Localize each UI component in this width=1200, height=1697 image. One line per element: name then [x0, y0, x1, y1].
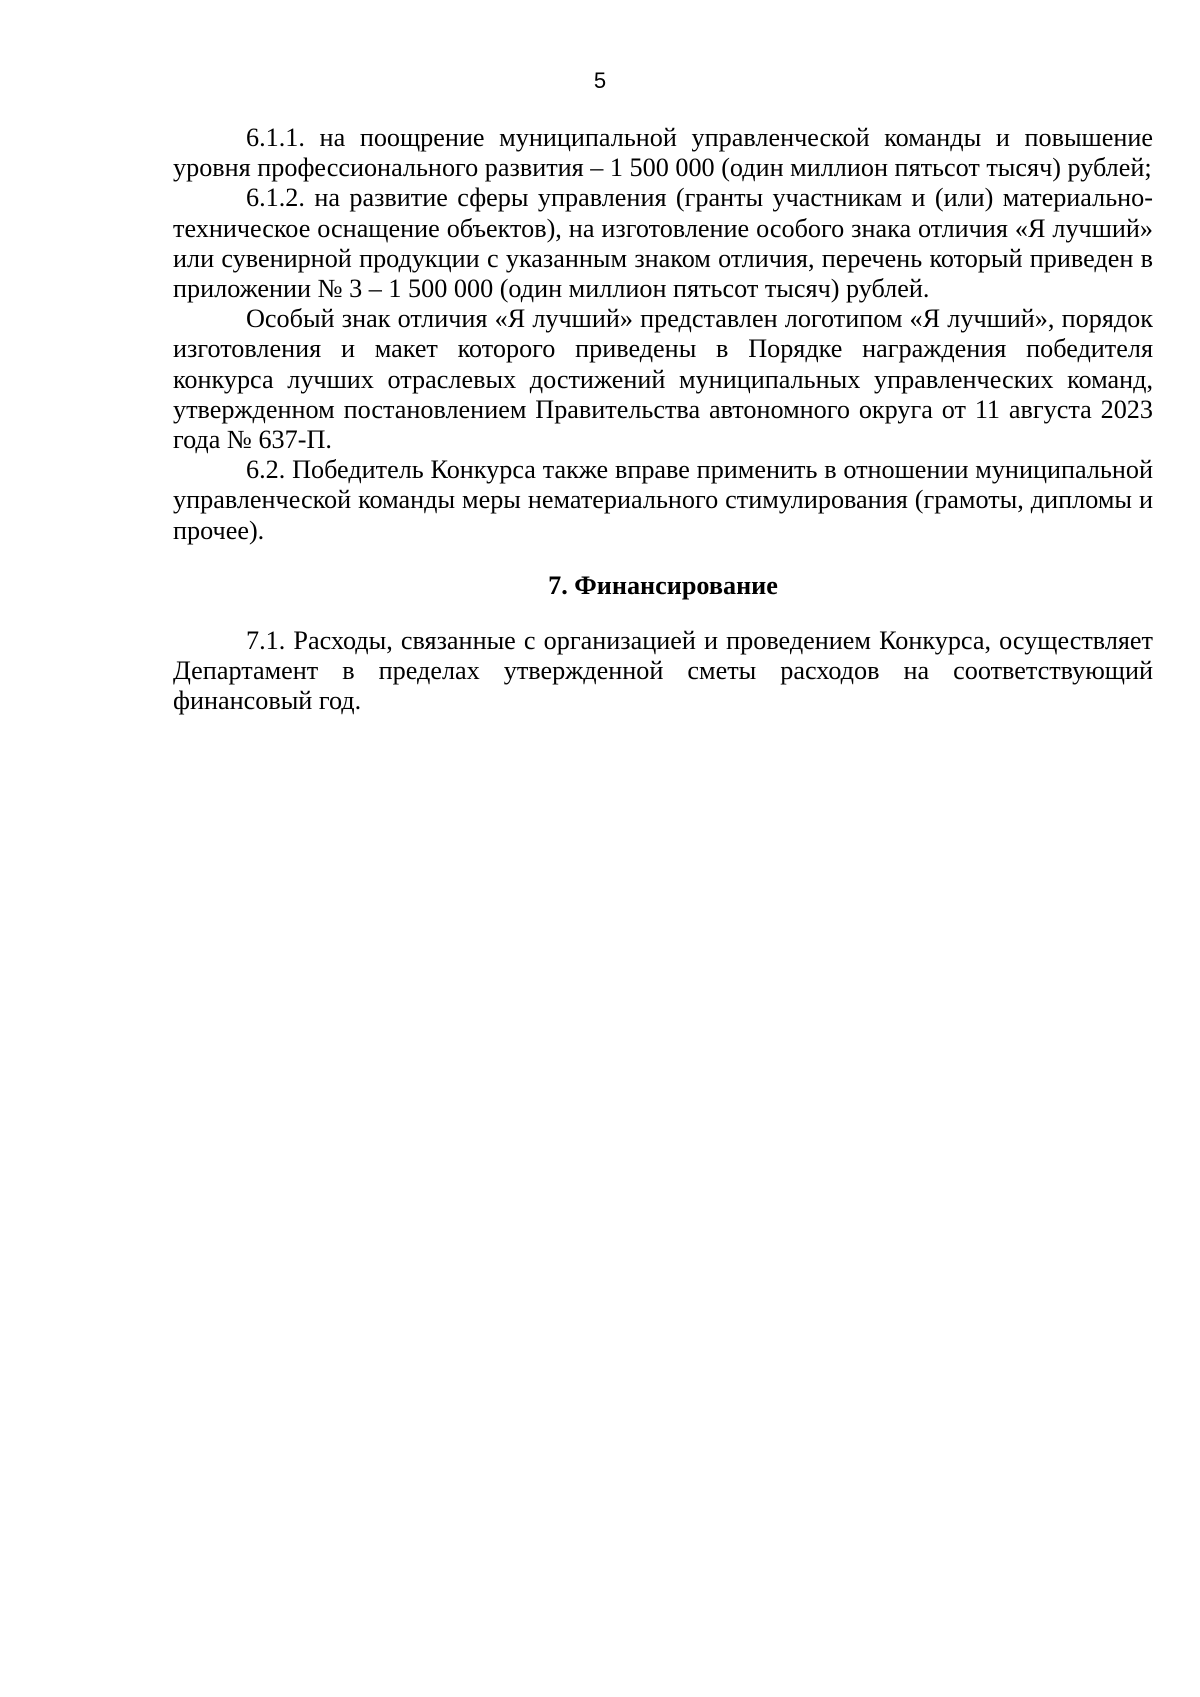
paragraph-7-1: 7.1. Расходы, связанные с организацией и проведением Конкурса, осуществляет Департамент в пределах утвержденной сметы расходов на соответствующий финансовый год.: [173, 626, 1153, 716]
paragraph-6-2: 6.2. Победитель Конкурса также вправе применить в отношении муниципальной управленческой команды меры нематериального стимулирования (грамоты, дипломы и прочее).: [173, 455, 1153, 545]
section-7-heading: 7. Финансирование: [548, 570, 778, 600]
paragraph-special-badge: Особый знак отличия «Я лучший» представлен логотипом «Я лучший», порядок изготовления и макет которого приведены в Порядке награждения победителя конкурса лучших отраслевых достижений муниципальных управленческих команд, утвержденном постановлением Правительства автономного округа от 11 августа 2023 года № 637-П.: [173, 304, 1153, 455]
paragraph-6-1-2: 6.1.2. на развитие сферы управления (гранты участникам и (или) материально-техническое оснащение объектов), на изготовление особого знака отличия «Я лучший» или сувенирной продукции с указанным знаком отличия, перечень который приведен в приложении № 3 – 1 500 000 (один миллион пятьсот тысяч) рублей.: [173, 183, 1153, 304]
paragraph-6-1-1: 6.1.1. на поощрение муниципальной управленческой команды и повышение уровня профессионального развития – 1 500 000 (один миллион пятьсот тысяч) рублей;: [173, 123, 1153, 183]
document-body: [173, 123, 1153, 717]
page-number: 5: [593, 68, 607, 93]
